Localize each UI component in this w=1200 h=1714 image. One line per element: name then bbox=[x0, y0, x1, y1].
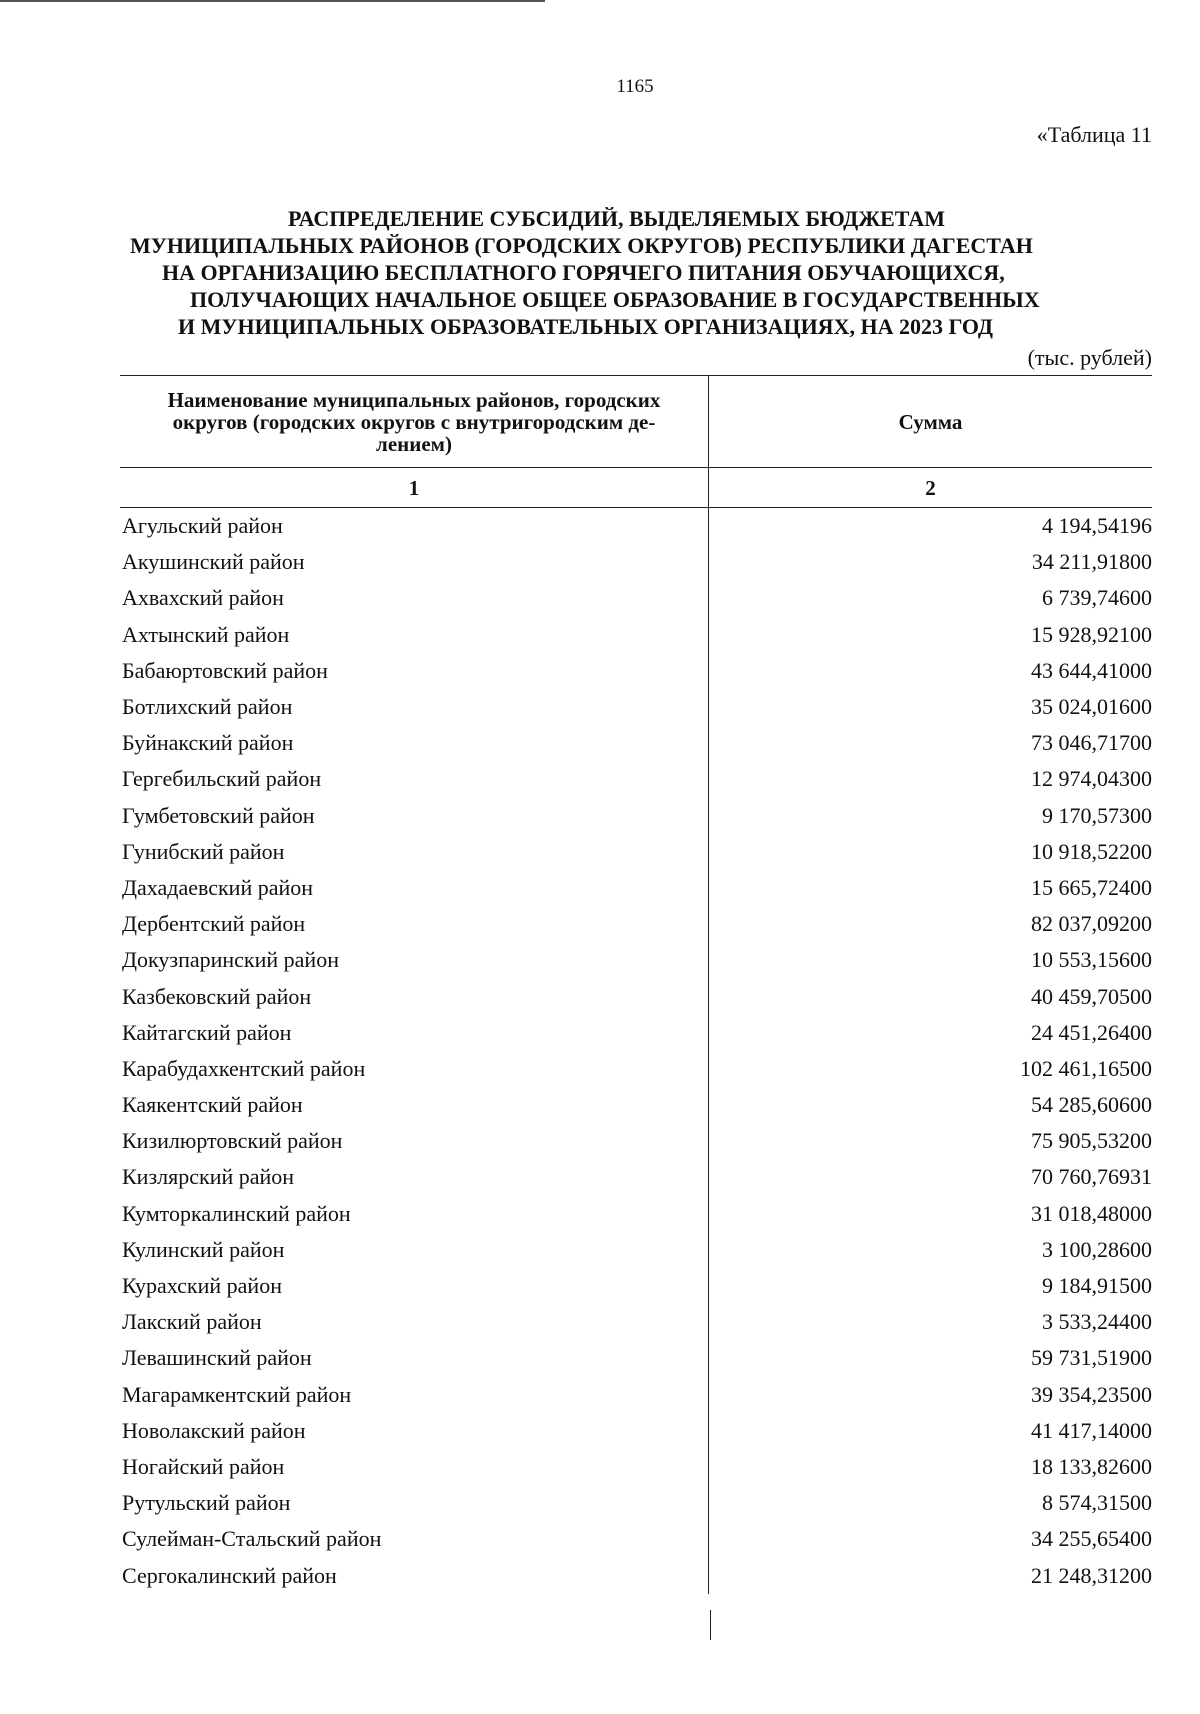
table-row bbox=[120, 1304, 1152, 1340]
district-name: Ахтынский район bbox=[120, 617, 709, 653]
column-number-row bbox=[120, 468, 1152, 508]
table-row bbox=[120, 942, 1152, 978]
table-row bbox=[120, 725, 1152, 761]
subsidy-amount: 75 905,53200 bbox=[1031, 1128, 1152, 1154]
district-name: Агульский район bbox=[120, 508, 709, 545]
district-name: Кулинский район bbox=[120, 1232, 709, 1268]
district-name: Ботлихский район bbox=[120, 689, 709, 725]
district-name: Кайтагский район bbox=[120, 1015, 709, 1051]
header-name-line: округов (городских округов с внутригородским де- bbox=[172, 409, 656, 434]
district-name: Сулейман-Стальский район bbox=[120, 1521, 709, 1557]
table-row bbox=[120, 761, 1152, 797]
subsidy-amount: 12 974,04300 bbox=[1031, 766, 1152, 792]
subsidy-amount: 40 459,70500 bbox=[1031, 983, 1152, 1009]
table-row bbox=[120, 1340, 1152, 1376]
district-name: Кизлярский район bbox=[120, 1159, 709, 1195]
table-row bbox=[120, 1232, 1152, 1268]
district-name: Ахвахский район bbox=[120, 580, 709, 616]
district-name: Кумторкалинский район bbox=[120, 1196, 709, 1232]
subsidy-amount: 43 644,41000 bbox=[1031, 657, 1152, 683]
subsidy-amount: 6 739,74600 bbox=[1042, 585, 1152, 611]
title-line-5: И МУНИЦИПАЛЬНЫХ ОБРАЗОВАТЕЛЬНЫХ ОРГАНИЗАЦИЯХ, НА 2023 ГОД bbox=[178, 314, 994, 339]
table-row bbox=[120, 1377, 1152, 1413]
table-row bbox=[120, 1413, 1152, 1449]
district-name: Магарамкентский район bbox=[120, 1377, 709, 1413]
subsidy-amount: 3 100,28600 bbox=[1042, 1236, 1152, 1262]
district-name: Гергебильский район bbox=[120, 761, 709, 797]
table-reference: «Таблица 11 bbox=[1036, 122, 1152, 147]
district-name: Лакский район bbox=[120, 1304, 709, 1340]
column-divider-tail bbox=[710, 1610, 711, 1640]
subsidy-amount: 3 533,24400 bbox=[1042, 1309, 1152, 1335]
district-name: Буйнакский район bbox=[120, 725, 709, 761]
subsidy-amount: 41 417,14000 bbox=[1031, 1417, 1152, 1443]
header-amount-column: Сумма bbox=[709, 376, 1153, 468]
table-row bbox=[120, 1268, 1152, 1304]
units-label: (тыс. рублей) bbox=[1027, 345, 1152, 370]
district-name: Сергокалинский район bbox=[120, 1557, 709, 1593]
subsidy-amount: 15 928,92100 bbox=[1031, 621, 1152, 647]
table-row bbox=[120, 1449, 1152, 1485]
subsidy-amount: 24 451,26400 bbox=[1031, 1019, 1152, 1045]
table-row bbox=[120, 1159, 1152, 1195]
district-name: Курахский район bbox=[120, 1268, 709, 1304]
table-row bbox=[120, 1521, 1152, 1557]
table-row bbox=[120, 1196, 1152, 1232]
subsidy-table bbox=[120, 375, 1152, 1594]
subsidy-amount: 9 184,91500 bbox=[1042, 1273, 1152, 1299]
subsidy-amount: 59 731,51900 bbox=[1031, 1345, 1152, 1371]
table-body bbox=[120, 508, 1152, 1594]
table-row bbox=[120, 870, 1152, 906]
table-row bbox=[120, 1123, 1152, 1159]
subsidy-amount: 54 285,60600 bbox=[1031, 1092, 1152, 1118]
table-row bbox=[120, 1051, 1152, 1087]
district-name: Докузпаринский район bbox=[120, 942, 709, 978]
district-name: Кизилюртовский район bbox=[120, 1123, 709, 1159]
subsidy-amount: 34 211,91800 bbox=[1031, 549, 1152, 575]
subsidy-amount: 70 760,76931 bbox=[1031, 1164, 1152, 1190]
subsidy-amount: 35 024,01600 bbox=[1031, 694, 1152, 720]
subsidy-amount: 102 461,16500 bbox=[1020, 1055, 1152, 1081]
district-name: Дербентский район bbox=[120, 906, 709, 942]
header-name-line: лением) bbox=[376, 431, 452, 456]
subsidy-amount: 10 918,52200 bbox=[1031, 838, 1152, 864]
document-title bbox=[120, 205, 1150, 340]
header-name-column bbox=[120, 376, 709, 468]
subsidy-amount: 82 037,09200 bbox=[1031, 911, 1152, 937]
table-row bbox=[120, 508, 1152, 545]
subsidy-amount: 21 248,31200 bbox=[1031, 1562, 1152, 1588]
scan-edge-bar bbox=[0, 0, 545, 2]
district-name: Карабудахкентский район bbox=[120, 1051, 709, 1087]
page-number: 1165 bbox=[616, 76, 654, 97]
table-row bbox=[120, 798, 1152, 834]
subsidy-amount: 9 170,57300 bbox=[1042, 802, 1152, 828]
title-line-1: РАСПРЕДЕЛЕНИЕ СУБСИДИЙ, ВЫДЕЛЯЕМЫХ БЮДЖЕТАМ bbox=[288, 206, 945, 231]
table-row bbox=[120, 1015, 1152, 1051]
district-name: Новолакский район bbox=[120, 1413, 709, 1449]
table-row bbox=[120, 1485, 1152, 1521]
district-name: Левашинский район bbox=[120, 1340, 709, 1376]
district-name: Дахадаевский район bbox=[120, 870, 709, 906]
table-row bbox=[120, 978, 1152, 1014]
table-row bbox=[120, 834, 1152, 870]
subsidy-amount: 18 133,82600 bbox=[1031, 1453, 1152, 1479]
subsidy-amount: 73 046,71700 bbox=[1031, 730, 1152, 756]
table-row bbox=[120, 906, 1152, 942]
district-name: Каякентский район bbox=[120, 1087, 709, 1123]
title-line-2: МУНИЦИПАЛЬНЫХ РАЙОНОВ (ГОРОДСКИХ ОКРУГОВ) РЕСПУБЛИКИ ДАГЕСТАН bbox=[130, 233, 1033, 258]
subsidy-amount: 34 255,65400 bbox=[1031, 1526, 1152, 1552]
district-name: Гумбетовский район bbox=[120, 798, 709, 834]
table-row bbox=[120, 580, 1152, 616]
subsidy-amount: 15 665,72400 bbox=[1031, 874, 1152, 900]
district-name: Гунибский район bbox=[120, 834, 709, 870]
table-row bbox=[120, 653, 1152, 689]
district-name: Акушинский район bbox=[120, 544, 709, 580]
subsidy-amount: 10 553,15600 bbox=[1031, 947, 1152, 973]
table-row bbox=[120, 1557, 1152, 1593]
table-row bbox=[120, 689, 1152, 725]
subsidy-amount: 8 574,31500 bbox=[1042, 1490, 1152, 1516]
title-line-3: НА ОРГАНИЗАЦИЮ БЕСПЛАТНОГО ГОРЯЧЕГО ПИТАНИЯ ОБУЧАЮЩИХСЯ, bbox=[162, 260, 1005, 285]
district-name: Бабаюртовский район bbox=[120, 653, 709, 689]
district-name: Рутульский район bbox=[120, 1485, 709, 1521]
header-name-line: Наименование муниципальных районов, городских bbox=[167, 387, 661, 412]
subsidy-amount: 31 018,48000 bbox=[1031, 1200, 1152, 1226]
subsidy-amount: 4 194,54196 bbox=[1042, 513, 1152, 539]
column-number-1: 1 bbox=[120, 468, 709, 508]
table-row bbox=[120, 544, 1152, 580]
table-row bbox=[120, 617, 1152, 653]
column-number-2: 2 bbox=[709, 468, 1153, 508]
title-line-4: ПОЛУЧАЮЩИХ НАЧАЛЬНОЕ ОБЩЕЕ ОБРАЗОВАНИЕ В ГОСУДАРСТВЕННЫХ bbox=[190, 287, 1040, 312]
district-name: Казбековский район bbox=[120, 978, 709, 1014]
table-row bbox=[120, 1087, 1152, 1123]
subsidy-amount: 39 354,23500 bbox=[1031, 1381, 1152, 1407]
district-name: Ногайский район bbox=[120, 1449, 709, 1485]
table-header-row bbox=[120, 376, 1152, 468]
